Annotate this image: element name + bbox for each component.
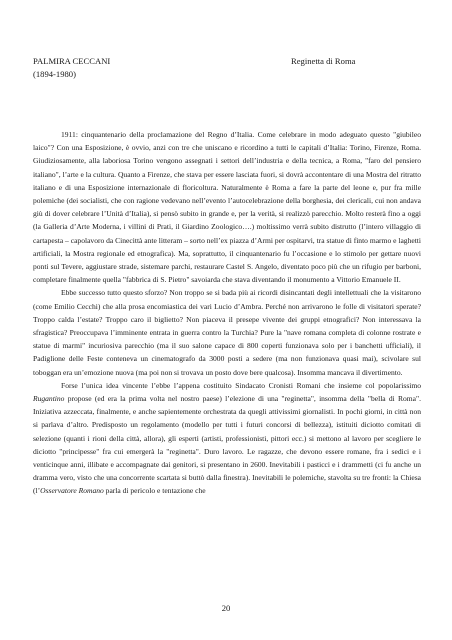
author-dates: (1894-1980) [33, 69, 76, 79]
author-name: PALMIRA CECCANI [33, 56, 111, 66]
paragraph [33, 286, 421, 378]
paragraph-text: 1911: cinquantenario della proclamazione del Regno d’Italia. Come celebrare in modo adeguato questo "giubileo laico"? Con una Esposizione, è ovvio, anzi con tre che uniscano e ricordino a tutti le capitali d’Italia: Torino, Firenze, Roma. Giudiziosamente, alla laboriosa Torino vengono assegnati i settori dell’industria e della tecnica, a Roma, "faro del pensiero italiano", l’arte e la cultura. Quanto a Firenze, che stava per essere lasciata fuori, si dovrà accontentare di una Mostra del ritratto italiano e di una Esposizione internazionale di floricoltura. Naturalmente è Roma a fare la parte del leone e, pur fra mille polemiche (dei socialisti, che con ragione vedevano nell’evento l’autocelebrazione della borghesia, dei clericali, cui non andava giù di dover celebrare l’Unità d’Italia), si pensò subito in grande e, per la verità, si realizzò parecchio. Molto resterà fino a oggi (la Galleria d’Arte Moderna, i villini di Prati, il Giardino Zoologico….) moltissimo verrà subito distrutto (l’intero villaggio di cartapesta – capolavoro da Cinecittà ante litteram – sorto nell’ex piazza d’Armi per ospitarvi, tra statue di finto marmo e laghetti artificiali, la Mostra regionale ed etnografica). Ma, soprattutto, il cinquantenario fu l’occasione e lo stimolo per gettare nuovi ponti sul Tevere, aggiustare strade, sistemare parchi, restaurare Castel S. Angelo, diventato poco più che un rifugio per barboni, completare finalmente quella "fabbrica di S. Pietro" savoiarda che stava diventando il monumento a Vittorio Emanuele II. [33, 130, 421, 285]
paragraph-text: parla di pericolo e tentazione che [103, 486, 206, 496]
paragraph [33, 379, 421, 498]
chapter-title: Reginetta di Roma [291, 56, 356, 66]
page-number: 20 [221, 603, 231, 613]
body-text [33, 128, 421, 498]
paragraph [33, 128, 421, 286]
paragraph-text: Ebbe successo tutto questo sforzo? Non troppo se si bada più ai ricordi disincantati degli intellettuali che la visitarono (come Emilio Cecchi) che alla prosa encomiastica dei vari Lucio d’Ambra. Perché non arrivarono le folle di visitatori sperate? Troppo calda l’estate? Troppo caro il biglietto? Non piaceva il presepe vivente dei gruppi etnografici? Non interessava la sfragistica? Preoccupava l’imminente entrata in guerra contro la Turchia? Pure la "nave romana completa di colonne rostrate e statue di marmi" incuriosiva parecchio (ma il suo salone capace di 800 coperti funzionava solo per i banchetti ufficiali), il Padiglione delle Feste conteneva un cinematografo da 3000 posti a sedere (ma non funzionava quasi mai), scivolare sul toboggan era un’emozione nuova (ma poi non si trovava un posto dove bere qualcosa). Insomma mancava il divertimento. [33, 288, 421, 377]
paragraph-text: Forse l’unica idea vincente l’ebbe l’appena costituito Sindacato Cronisti Romani che insieme col popolarissimo [61, 380, 421, 390]
italic-text: Rugantino [33, 394, 65, 404]
author-block [33, 55, 110, 81]
paragraph-text: propose (ed era la prima volta nel nostro paese) l’elezione di una "reginetta", insomma della "bella di Roma". Iniziativa azzeccata, finalmente, e anche sapientemente orchestrata da quegli attivissimi giornalisti. In pochi giorni, in città non si parlava d’altro. Predisposto un regolamento (modello per tutti i futuri concorsi di bellezza), istituiti diciotto comitati di selezione (quanti i rioni della città, allora), gli esperti (artisti, professionisti, pittori ecc.) si mettono al lavoro per scegliere le diciotto "principesse" fra cui emergerà la "reginetta". Duro lavoro. Le ragazze, che devono essere romane, fra i sedici e i venticinque anni, illibate e accompagnate dai genitori, si presentano in 2600. Inevitabili i pasticci e i drammetti (ci fu anche un dramma vero, visto che una concorrente scartata si buttò dalla finestra). Inevitabili le polemiche, stavolta su tre fronti: la Chiesa (l’ [33, 394, 421, 496]
italic-text: Osservatore Romano [40, 486, 104, 496]
